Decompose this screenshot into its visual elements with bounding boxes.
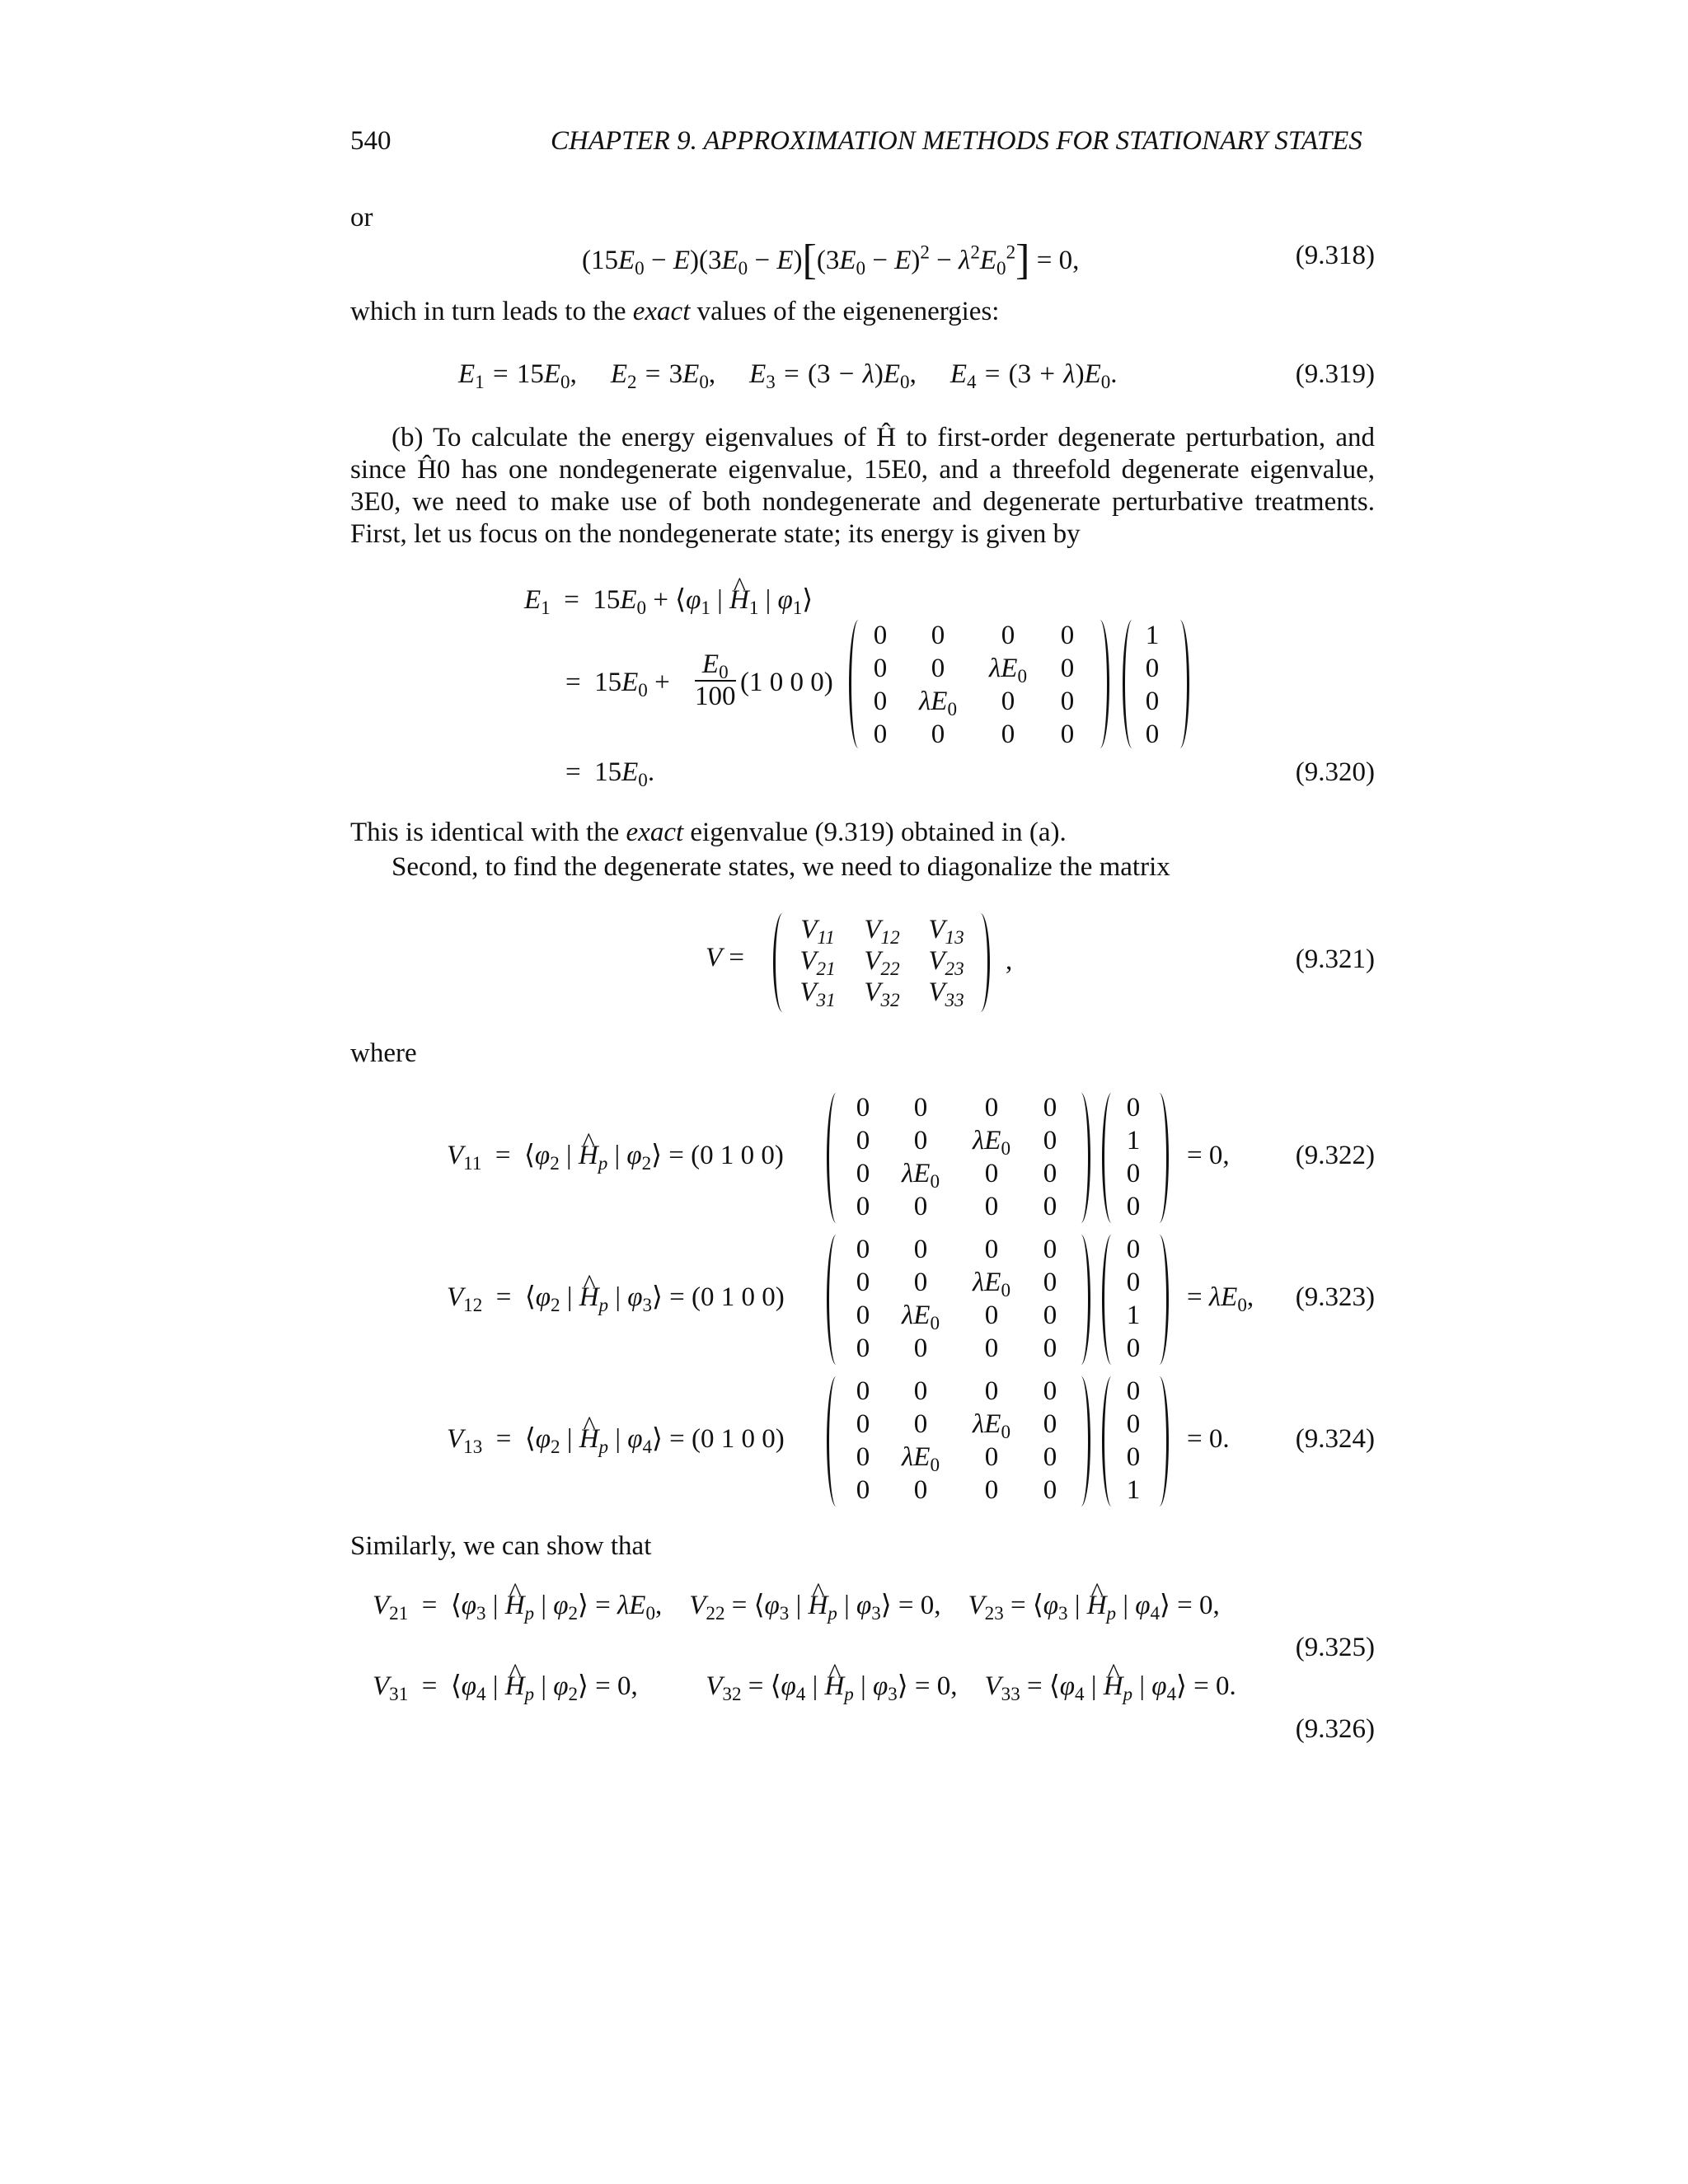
matrix-322-left-paren [827, 1093, 846, 1223]
vector-left-paren [1123, 620, 1142, 748]
vector-324-left-paren [1102, 1376, 1121, 1507]
text-identical [350, 819, 1067, 846]
text-which-leads [350, 298, 999, 326]
text-where: where [350, 1038, 417, 1068]
matrix-left-paren [849, 620, 868, 748]
equation-number-325: (9.325) [1295, 1633, 1375, 1662]
equation-9-324-rhs: = 0. [1187, 1424, 1230, 1454]
text-exact-2: exact [626, 818, 684, 847]
text-identical-a: This is identical with the [350, 818, 626, 847]
matrix-323-left-paren [827, 1235, 846, 1365]
running-title: CHAPTER 9. APPROXIMATION METHODS FOR STATIONARY STATES [551, 126, 1362, 156]
text-exact-1: exact [632, 297, 691, 326]
equation-number-320: (9.320) [1295, 757, 1375, 787]
vector-322-left-paren [1102, 1093, 1121, 1223]
equation-9-319: $E_1 = 15E_0$, $E_2 = 3E_0$, $E_3 = (3 - \lambda)E_0$, $E_4 = (3 + \lambda)E_0$. [458, 359, 1118, 392]
matrix-324-right-paren [1071, 1376, 1090, 1507]
row-vector-1000: (1 0 0 0) [740, 668, 833, 697]
equation-number-318: (9.318) [1295, 241, 1375, 270]
v-matrix-left-paren [773, 913, 792, 1012]
text-which-leads-a: which in turn leads to the [350, 297, 633, 326]
equation-9-318: $(15E_0 - E)(3E_0 - E)[(3E_0 - E)^2 - \lambda^2E_0^2] = 0$, [582, 237, 1080, 284]
text-similarly: Similarly, we can show that [350, 1531, 652, 1561]
equation-9-321-lhs: V = [706, 943, 745, 972]
text-or: or [350, 203, 373, 232]
v-matrix-comma: , [1006, 946, 1013, 976]
equation-9-325: $V_{21}$ = $⟨\varphi_3$ | ^ $H_p$ | $\varphi_2⟩ = \lambda E_0$, $V_{22}$ = $⟨\varphi_3$ | ^ $H_p$ | $\varphi_3⟩ = 0$, $V_{23}$ = $⟨\varphi_3$ | ^ $H_p$ | $\varphi_4⟩ = 0$, [373, 1592, 1220, 1619]
matrix-323-right-paren [1071, 1235, 1090, 1365]
equation-number-319: (9.319) [1295, 359, 1375, 389]
equation-9-320-line1: $E_1 = 15E_0$ + $⟨\varphi_1$ | ^ $H_1$ | $\varphi_1⟩$ [524, 587, 813, 614]
matrix-324-left-paren [827, 1376, 846, 1507]
equation-number-323: (9.323) [1295, 1282, 1375, 1312]
equation-number-326: (9.326) [1295, 1714, 1375, 1744]
equation-number-322: (9.322) [1295, 1141, 1375, 1170]
row-vector-0100-c: (0 1 0 0) [692, 1424, 785, 1454]
row-vector-0100-a: (0 1 0 0) [691, 1141, 784, 1170]
text-second: Second, to find the degenerate states, we need to diagonalize the matrix [392, 852, 1170, 882]
row-vector-0100-b: (0 1 0 0) [692, 1282, 785, 1312]
fraction-e0-over-100: $\frac{E_0}{100}$ [695, 649, 736, 711]
vector-323-left-paren [1102, 1235, 1121, 1365]
page-number: 540 [350, 126, 392, 156]
equation-9-323-lhs: $V_{12}$ = $⟨\varphi_2$ | ^ $H_p$ | $\varphi_3⟩ = (0$ 1 0 0) [447, 1284, 785, 1311]
text-identical-b: eigenvalue (9.319) obtained in (a). [683, 818, 1067, 847]
vector-322-right-paren [1150, 1093, 1169, 1223]
v-matrix-right-paren [971, 913, 990, 1012]
matrix-322-right-paren [1071, 1093, 1090, 1223]
fraction-denominator: 100 [695, 682, 736, 711]
paragraph-b-text: (b) To calculate the energy eigenvalues of Ĥ to first-order degenerate perturbation, and since Ĥ0 has one nondegenerate eigenvalue, 15E0, and a threefold degenerate eigenvalue, 3E0, we need to make use of both nondegenerate and degenerate perturbative treatments. First, let us focus on the nondegenerate state; its energy is given by [350, 423, 1375, 549]
equation-9-322-lhs: $V_{11}$ = $⟨\varphi_2$ | ^ $H_p$ | $\varphi_2⟩ = (0$ 1 0 0) [447, 1142, 784, 1169]
vector-323-right-paren [1150, 1235, 1169, 1365]
paragraph-b [350, 422, 1375, 551]
equation-9-320-line2: = $15E_0$ + [565, 668, 670, 701]
equation-9-322-rhs: = 0, [1187, 1141, 1230, 1170]
equation-9-320-line3: = $15E_0$. [565, 757, 655, 790]
text-which-leads-b: values of the eigenenergies: [690, 297, 1000, 326]
equation-9-326: $V_{31}$ = $⟨\varphi_4$ | ^ $H_p$ | $\varphi_2⟩ = 0$, $V_{32}$ = $⟨\varphi_4$ | ^ $H_p$ | $\varphi_3⟩ = 0$, $V_{33}$ = $⟨\varphi_4$ | ^ $H_p$ | $\varphi_4⟩ = 0$. [373, 1673, 1236, 1700]
equation-number-321: (9.321) [1295, 944, 1375, 974]
matrix-right-paren [1090, 620, 1109, 748]
equation-9-324-lhs: $V_{13}$ = $⟨\varphi_2$ | ^ $H_p$ | $\varphi_4⟩ = (0$ 1 0 0) [447, 1426, 785, 1453]
vector-right-paren [1170, 620, 1189, 748]
equation-number-324: (9.324) [1295, 1424, 1375, 1454]
vector-324-right-paren [1150, 1376, 1169, 1507]
equation-9-323-rhs: = $\lambda E_0$, [1187, 1282, 1254, 1315]
